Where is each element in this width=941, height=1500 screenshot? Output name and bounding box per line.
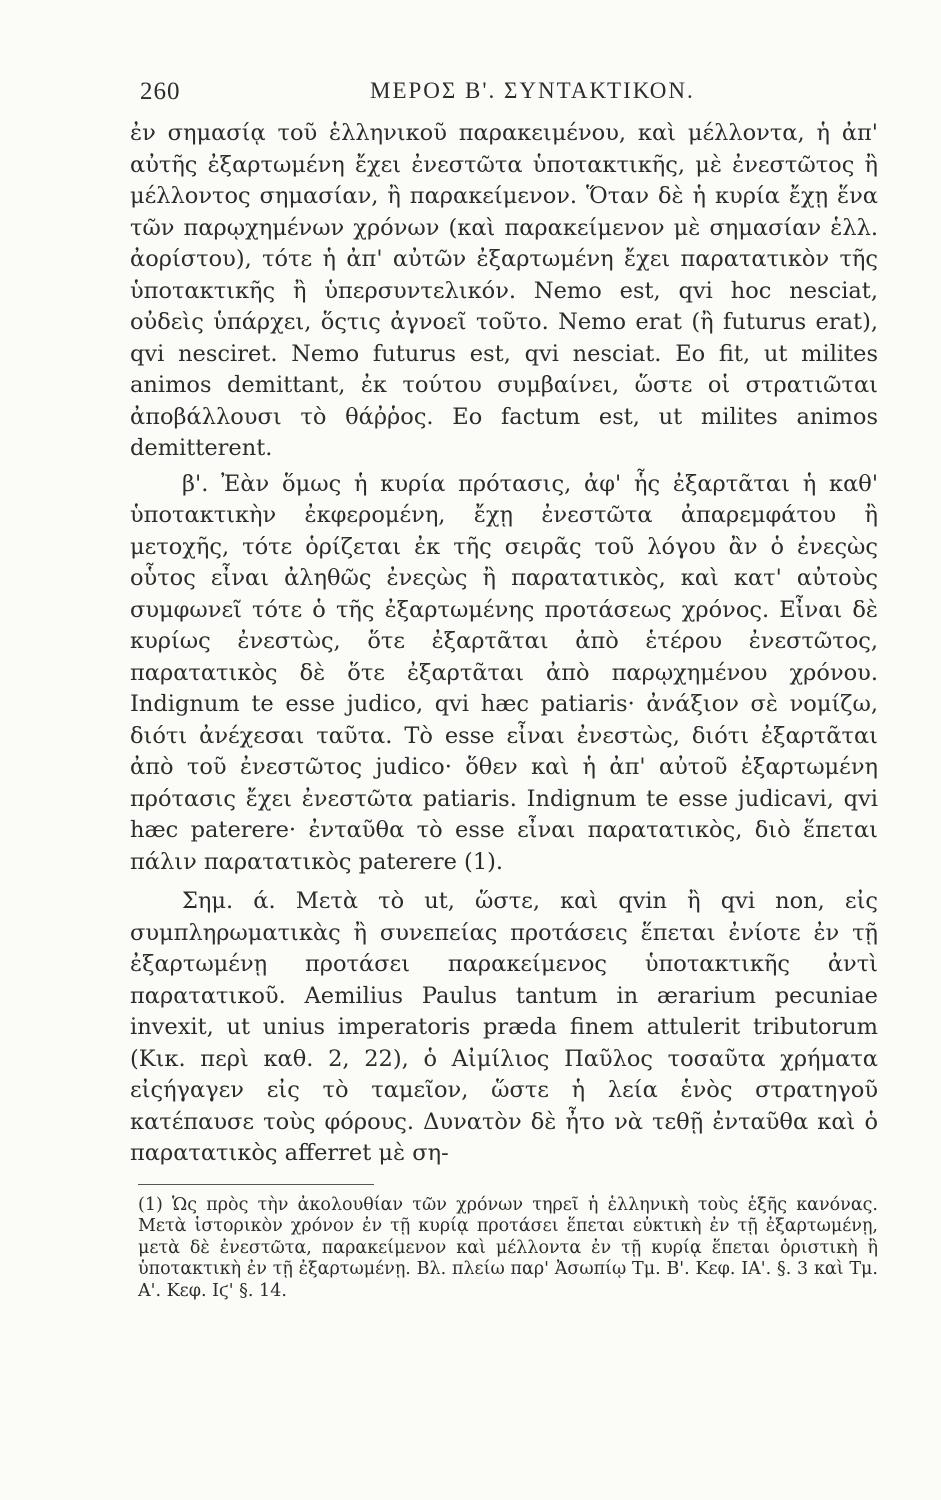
book-page (130, 78, 878, 1302)
main-text (130, 118, 878, 1170)
footnote-divider (138, 1184, 374, 1185)
page-header (130, 78, 878, 118)
footnote: (1) Ὡς πρὸς τὴν ἀκολουθίαν τῶν χρόνων τηρεῖ ἡ ἑλληνικὴ τοὺς ἑξῆς κανόνας. Μετὰ ἱστορικὸν χρόνον ἐν τῇ κυρίᾳ προτάσει ἕπεται εὐκτικὴ ἐν τῇ ἐξαρτωμένῃ, μετὰ δὲ ἐνεστῶτα, παρακείμενον καὶ μέλλοντα ἐν τῇ κυρίᾳ ἕπεται ὁριστικὴ ἢ ὑποτακτικὴ ἐν τῇ ἐξαρτωμένῃ. Βλ. πλείω παρ' Ἀσωπίῳ Τμ. Β'. Κεφ. ΙΑ'. §. 3 καὶ Τμ. Α'. Κεφ. Ιϛ' §. 14. (138, 1194, 878, 1301)
running-head: ΜΕΡΟΣ Β'. ΣΥΝΤΑΚΤΙΚΟΝ. (370, 78, 695, 103)
paragraph-note: Σημ. ά. Μετὰ τὸ ut, ὥστε, καὶ qvin ἢ qvi non, εἰς συμπληρωματικὰς ἢ συνεπείας προτάσεις ἕπεται ἐνίοτε ἐν τῇ ἐξαρτωμένῃ προτάσει παρακείμενος ὑποτακτικῆς ἀντὶ παρατατικοῦ. Aemilius Paulus tantum in ærarium pecuniae invexit, ut unius imperatoris præda finem attulerit tributorum (Κικ. περὶ καθ. 2, 22), ὁ Αἰμίλιος Παῦλος τοσαῦτα χρήματα εἰςήγαγεν εἰς τὸ ταμεῖον, ὥστε ἡ λεία ἑνὸς στρατηγοῦ κατέπαυσε τοὺς φόρους. Δυνατὸν δὲ ἦτο νὰ τεθῇ ἐνταῦθα καὶ ὁ παρατατικὸς afferret μὲ ση- (130, 888, 878, 1166)
paragraph-beta: β'. Ἐὰν ὅμως ἡ κυρία πρότασις, ἀφ' ἧς ἐξαρτᾶται ἡ καθ' ὑποτακτικὴν ἐκφερομένη, ἔχῃ ἐνεστῶτα ἀπαρεμφάτου ἢ μετοχῆς, τότε ὁρίζεται ἐκ τῆς σειρᾶς τοῦ λόγου ἂν ὁ ἐνεςὼς οὗτος εἶναι ἀληθῶς ἐνεςὼς ἢ παρατατικὸς, καὶ κατ' αὐτοὺς συμφωνεῖ τότε ὁ τῆς ἐξαρτωμένης προτάσεως χρόνος. Εἶναι δὲ κυρίως ἐνεστὼς, ὅτε ἐξαρτᾶται ἀπὸ ἑτέρου ἐνεστῶτος, παρατατικὸς δὲ ὅτε ἐξαρτᾶται ἀπὸ παρῳχημένου χρόνου. Indignum te esse judico, qvi hæc patiaris· ἀνάξιον σὲ νομίζω, διότι ἀνέχεσαι ταῦτα. Τὸ esse εἶναι ἐνεστὼς, διότι ἐξαρτᾶται ἀπὸ τοῦ ἐνεστῶτος judico· ὅθεν καὶ ἡ ἀπ' αὐτοῦ ἐξαρτωμένη πρότασις ἔχει ἐνεστῶτα patiaris. Indignum te esse judicavi, qvi hæc paterere· ἐνταῦθα τὸ esse εἶναι παρατατικὸς, διὸ ἕπεται πάλιν παρατατικὸς paterere (1). (130, 470, 878, 875)
paragraph-continuation: ἐν σημασίᾳ τοῦ ἑλληνικοῦ παρακειμένου, καὶ μέλλοντα, ἡ ἀπ' αὐτῆς ἐξαρτωμένη ἔχει ἐνεστῶτα ὑποτακτικῆς, μὲ ἐνεστῶτος ἢ μέλλοντος σημασίαν, ἢ παρακείμενον. Ὅταν δὲ ἡ κυρία ἔχῃ ἕνα τῶν παρῳχημένων χρόνων (καὶ παρακείμενον μὲ σημασίαν ἑλλ. ἀορίστου), τότε ἡ ἀπ' αὐτῶν ἐξαρτωμένη ἔχει παρατατικὸν τῆς ὑποτακτικῆς ἢ ὑπερσυντελικόν. Nemo est, qvi hoc nesciat, οὐδεὶς ὑπάρχει, ὅςτις ἀγνοεῖ τοῦτο. Nemo erat (ἢ futurus erat), qvi nesciret. Nemo futurus est, qvi nesciat. Eo fit, ut milites animos demittant, ἐκ τούτου συμβαίνει, ὥστε οἱ στρατιῶται ἀποβάλλουσι τὸ θάῤῥος. Eo factum est, ut milites animos demitterent. (130, 120, 878, 461)
page-number: 260 (140, 78, 181, 105)
